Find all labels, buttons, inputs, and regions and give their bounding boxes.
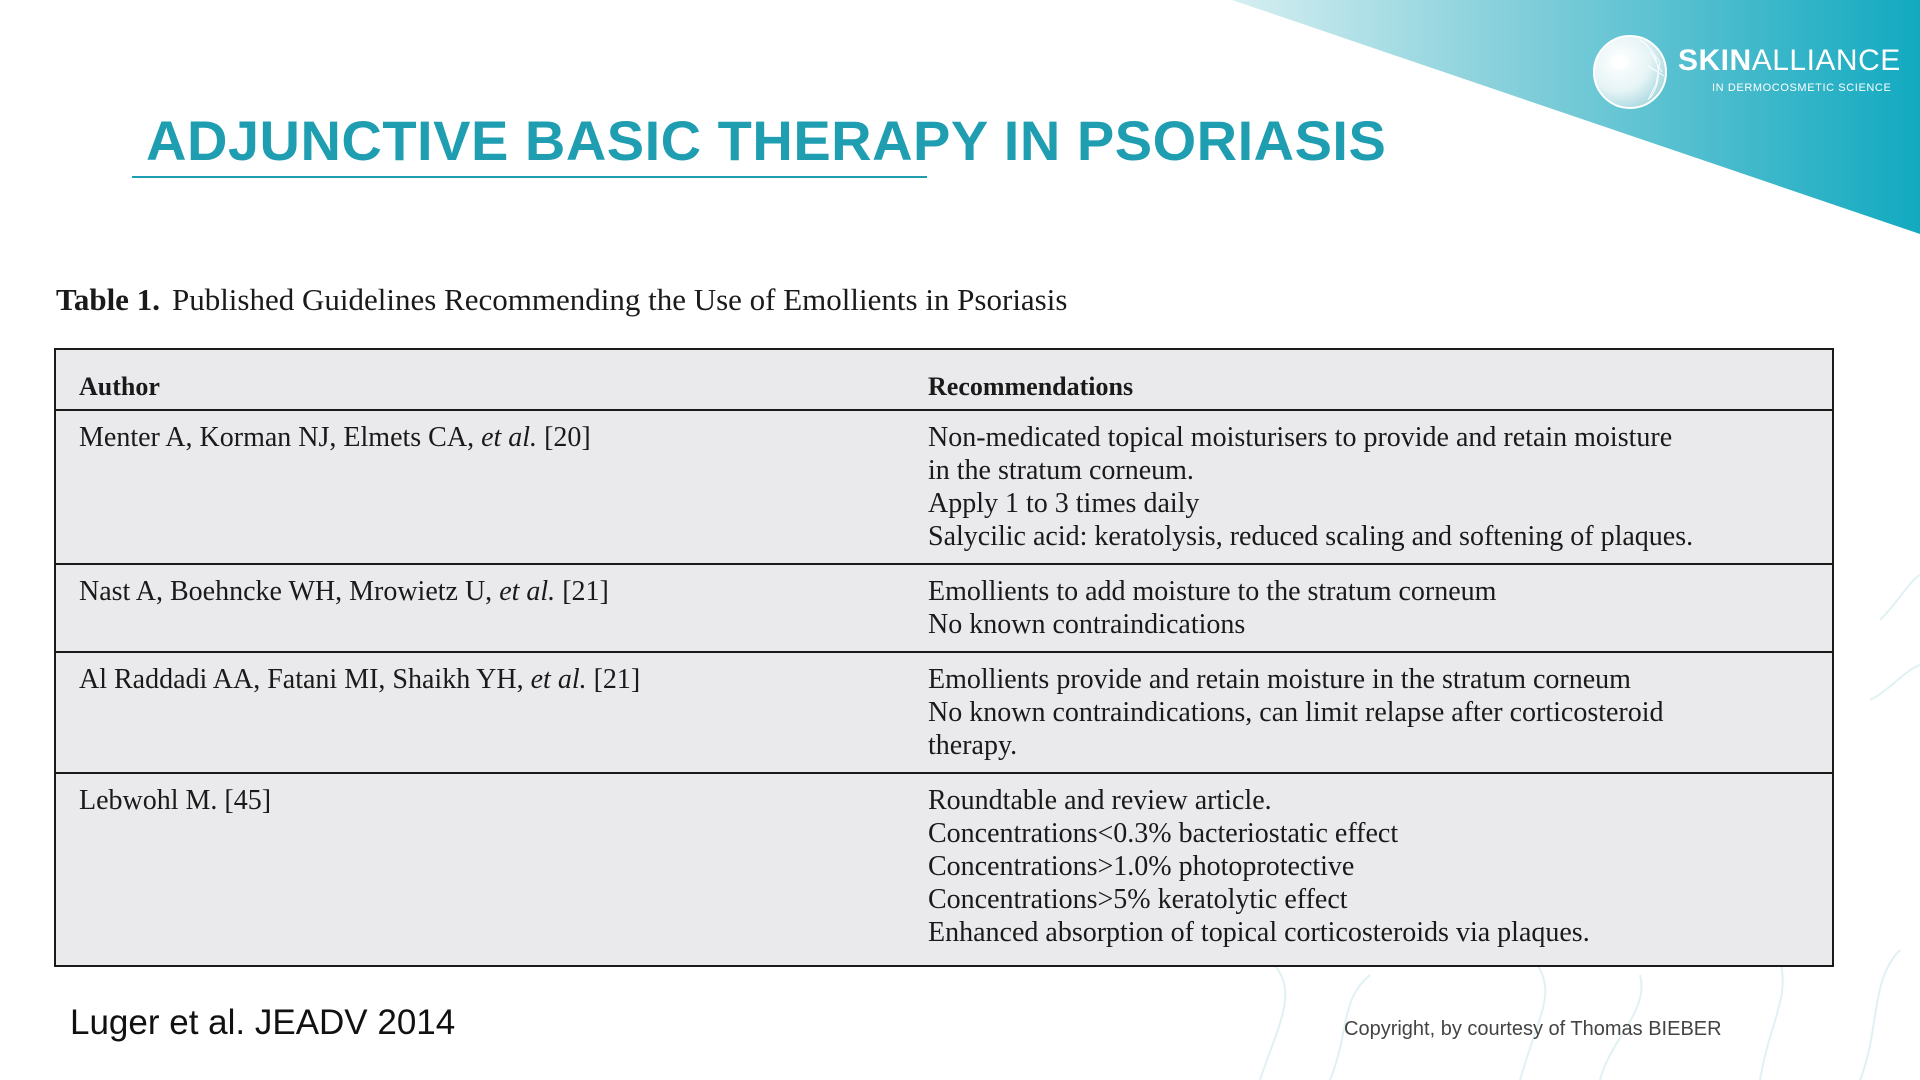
author-reference: [20] <box>544 422 591 453</box>
author-names: Lebwohl M. [45] <box>79 785 272 816</box>
pearl-logo-icon <box>1590 32 1670 112</box>
author-cell <box>56 773 928 965</box>
recommendation-line: No known contraindications <box>928 609 1246 640</box>
table-caption-text: Published Guidelines Recommending the Use of Emollients in Psoriasis <box>171 282 1068 317</box>
recommendation-line: Salycilic acid: keratolysis, reduced scaling and softening of plaques. <box>928 521 1694 552</box>
recommendations-cell <box>928 652 1832 773</box>
guidelines-table-container <box>54 348 1834 967</box>
table-row <box>56 773 1832 965</box>
recommendation-line: Enhanced absorption of topical corticosteroids via plaques. <box>928 917 1590 948</box>
header-recommendations: Recommendations <box>928 350 1832 410</box>
table-caption <box>56 282 1067 318</box>
recommendation-line: Concentrations>5% keratolytic effect <box>928 884 1348 915</box>
table-caption-number: Table 1. <box>56 282 160 317</box>
recommendation-line: Concentrations<0.3% bacteriostatic effect <box>928 818 1399 849</box>
header-author: Author <box>56 350 928 410</box>
brand-name <box>1678 44 1901 78</box>
author-reference: [21] <box>562 576 609 607</box>
brand-tagline: IN DERMOCOSMETIC SCIENCE <box>1712 82 1892 94</box>
author-names: Nast A, Boehncke WH, Mrowietz U, <box>79 576 493 607</box>
author-names: Menter A, Korman NJ, Elmets CA, <box>79 422 475 453</box>
brand-name-bold: SKIN <box>1678 44 1752 77</box>
recommendations-cell <box>928 773 1832 965</box>
author-etal: et al. <box>499 576 556 607</box>
author-names: Al Raddadi AA, Fatani MI, Shaikh YH, <box>79 664 524 695</box>
recommendation-line: Concentrations>1.0% photoprotective <box>928 851 1355 882</box>
author-etal: et al. <box>530 664 587 695</box>
title-underline <box>132 176 927 178</box>
author-cell <box>56 652 928 773</box>
recommendation-line: Non-medicated topical moisturisers to provide and retain moisture <box>928 422 1673 453</box>
source-citation: Luger et al. JEADV 2014 <box>70 1003 456 1042</box>
recommendation-line: No known contraindications, can limit relapse after corticosteroid <box>928 697 1664 728</box>
author-reference: [21] <box>593 664 641 695</box>
recommendation-line: therapy. <box>928 730 1018 761</box>
author-cell <box>56 410 928 564</box>
brand-logo <box>1590 32 1901 112</box>
recommendation-line: Emollients provide and retain moisture in the stratum corneum <box>928 664 1631 695</box>
table-row <box>56 652 1832 773</box>
copyright-notice: Copyright, by courtesy of Thomas BIEBER <box>1344 1018 1722 1040</box>
recommendation-line: in the stratum corneum. <box>928 455 1194 486</box>
recommendation-line: Roundtable and review article. <box>928 785 1272 816</box>
author-cell <box>56 564 928 652</box>
brand-name-light: ALLIANCE <box>1751 44 1901 77</box>
guidelines-table <box>56 350 1832 965</box>
author-etal: et al. <box>481 422 538 453</box>
table-row <box>56 564 1832 652</box>
recommendations-cell <box>928 410 1832 564</box>
table-header-row <box>56 350 1832 410</box>
recommendation-line: Apply 1 to 3 times daily <box>928 488 1200 519</box>
table-row <box>56 410 1832 564</box>
page-title: ADJUNCTIVE BASIC THERAPY IN PSORIASIS <box>146 109 1387 172</box>
recommendations-cell <box>928 564 1832 652</box>
table-body <box>56 410 1832 965</box>
recommendation-line: Emollients to add moisture to the stratum corneum <box>928 576 1497 607</box>
